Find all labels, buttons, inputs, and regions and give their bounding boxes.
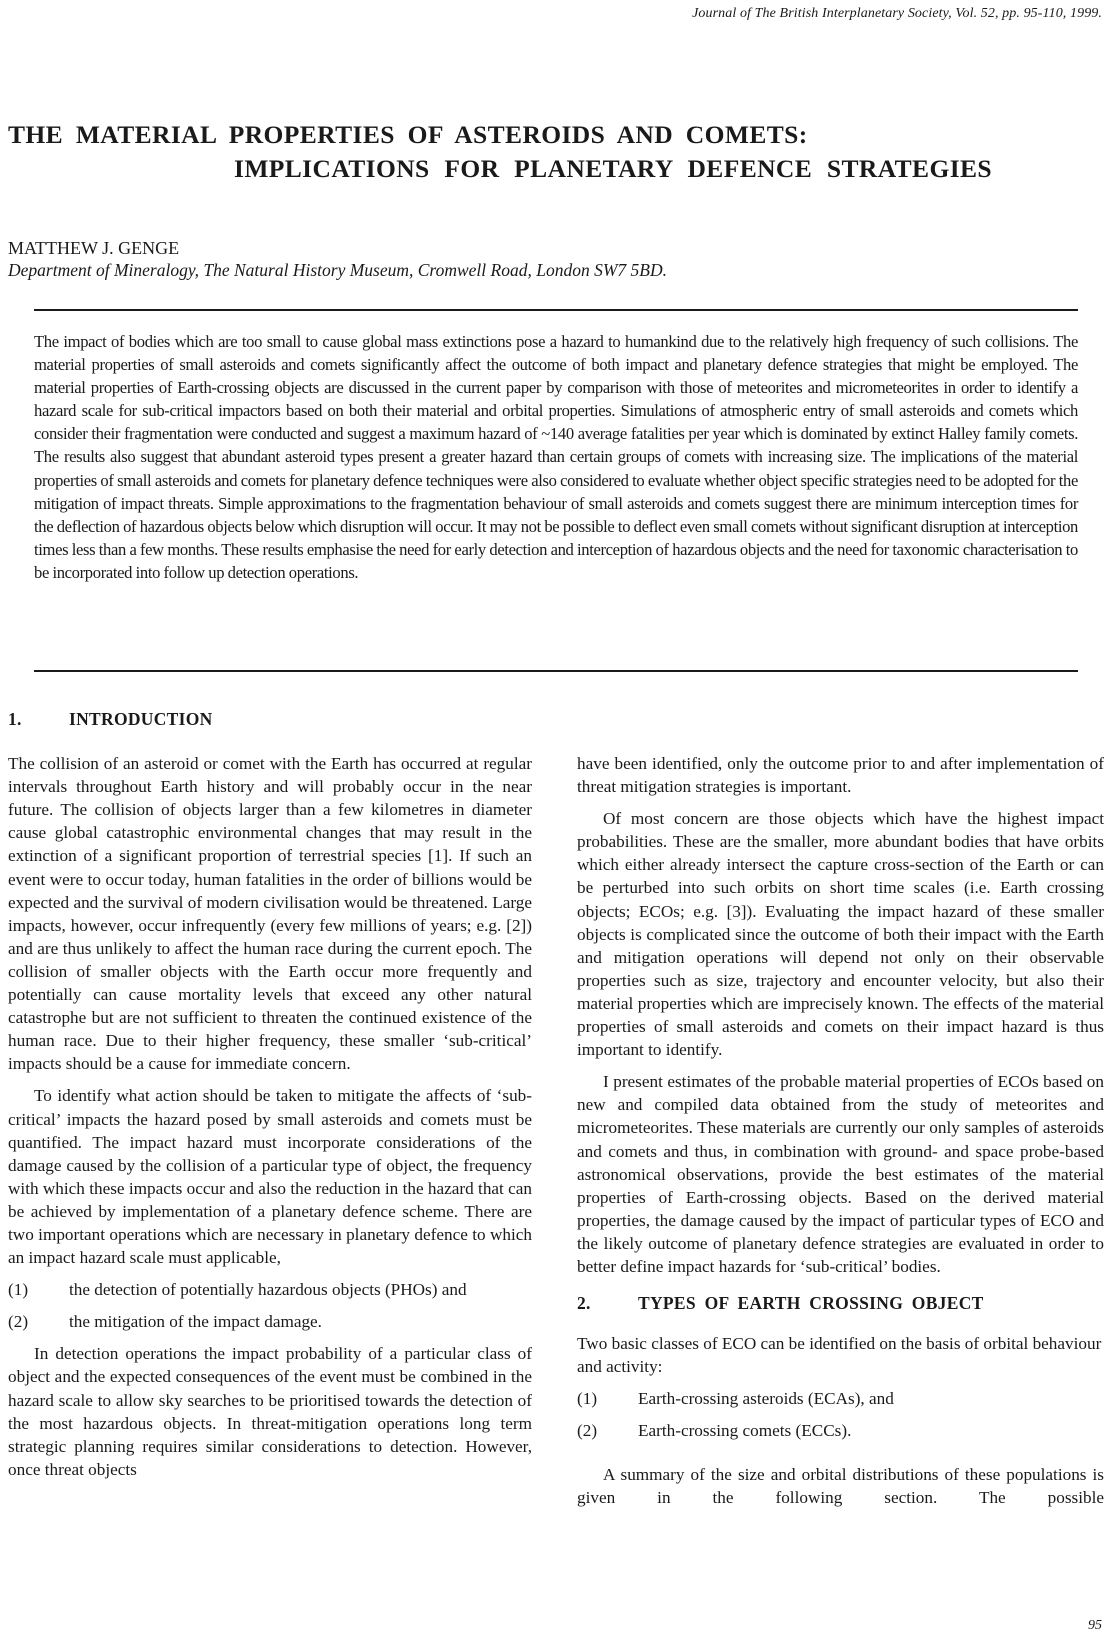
list-number: (2) xyxy=(577,1421,598,1441)
list-item xyxy=(8,1310,532,1333)
page-number: 95 xyxy=(1088,1618,1102,1633)
list-text: the detection of potentially hazardous objects (PHOs) and xyxy=(69,1280,467,1300)
paragraph: To identify what action should be taken to mitigate the affects of ‘sub-critical’ impacts the hazard posed by small asteroids and comets must be quantified. The impact hazard must incorporate considerations of the damage caused by the collision of a particular type of object, the frequency with which these impacts occur and also the reduction in the hazard that can be achieved by implementation of a planetary defence scheme. There are two important operations which are necessary in planetary defence to which an impact hazard scale must applicable, xyxy=(8,1086,532,1268)
section-heading-types xyxy=(577,1292,1104,1315)
title-line-2: IMPLICATIONS FOR PLANETARY DEFENCE STRATEGIES xyxy=(234,154,993,183)
paragraph: A summary of the size and orbital distributions of these populations is given in the following section. The possible xyxy=(577,1464,1104,1507)
paragraph: I present estimates of the probable material properties of ECOs based on new and compiled data obtained from the study of meteorites and micrometeorites. These materials are currently our only samples of asteroids and comets and thus, in combination with ground- and space probe-based astronomical observations, provide the best estimates of the material properties of Earth-crossing objects. Based on the derived material properties, the damage caused by the impact of particular types of ECO and the likely outcome of planetary defence strategies are evaluated in order to better define impact hazards for ‘sub-critical’ bodies. xyxy=(577,1072,1104,1276)
section-number: 2. xyxy=(577,1293,591,1314)
right-column xyxy=(577,752,1104,1518)
list-item xyxy=(577,1419,1104,1442)
paragraph: The collision of an asteroid or comet with the Earth has occurred at regular intervals throughout Earth history and will probably occur in the near future. The collision of objects larger than a few kilometres in diameter cause global catastrophic environmental changes that may result in the extinction of a significant proportion of terrestrial species [1]. If such an event were to occur today, human fatalities in the order of billions would be expected and the survival of modern civilisation would be threatened. Large impacts, however, occur infrequently (every few millions of years; e.g. [2]) and are thus unlikely to affect the human race during the current epoch. The collision of smaller objects with the Earth occur more frequently and potentially can cause mortality levels that exceed any other natural catastrophe but are not sufficient to threaten the continued existence of the human race. Due to their higher frequency, these smaller ‘sub-critical’ impacts should be a cause for immediate concern. xyxy=(8,754,532,1074)
list-text: Earth-crossing comets (ECCs). xyxy=(638,1421,852,1441)
abstract: The impact of bodies which are too small to cause global mass extinctions pose a hazard to humankind due to the relatively high frequency of such collisions. The material properties of small asteroids and comets significantly affect the outcome of both impact and planetary defence strategies that might be employed. The material properties of Earth-crossing objects are discussed in the current paper by comparison with those of meteorites and micrometeorites in order to identify a hazard scale for sub-critical impactors based on both their material and orbital properties. Simulations of atmospheric entry of small asteroids and comets which consider their fragmentation were conducted and suggest a maximum hazard of ~140 average fatalities per year which is dominated by extinct Halley family comets. The results also suggest that abundant asteroid types present a greater hazard than certain groups of comets with increasing size. The implications of the material properties of small asteroids and comets for planetary defence techniques were also considered to evaluate whether object specific strategies need to be adopted for the mitigation of impact threats. Simple approximations to the fragmentation behaviour of small asteroids and comets suggest there are minimum interception times for the deflection of hazardous objects below which disruption will occur. It may not be possible to deflect even small comets without significant disruption at interception times less than a few months. These results emphasise the need for early detection and interception of hazardous objects and the need for taxonomic characterisation to be incorporated into follow up detection operations. xyxy=(34,332,1078,582)
paragraph: In detection operations the impact probability of a particular class of object and the expected consequences of the event must be combined in the hazard scale to allow sky searches to be prioritised towards the detection of the most hazardous objects. In threat-mitigation operations long term strategic planning requires similar considerations to detection. However, once threat objects xyxy=(8,1344,532,1479)
title-line-1: THE MATERIAL PROPERTIES OF ASTEROIDS AND COMETS: xyxy=(8,120,808,149)
list-text: the mitigation of the impact damage. xyxy=(69,1312,322,1332)
paragraph: have been identified, only the outcome prior to and after implementation of threat mitigation strategies is important. xyxy=(577,754,1104,797)
section-title: INTRODUCTION xyxy=(69,709,213,729)
list-text: Earth-crossing asteroids (ECAs), and xyxy=(638,1389,894,1409)
section-number: 1. xyxy=(8,709,22,729)
abstract-bottom-rule xyxy=(34,670,1078,672)
abstract-top-rule xyxy=(34,309,1078,311)
paper-title xyxy=(8,118,1104,186)
author-name: MATTHEW J. GENGE xyxy=(8,238,180,258)
paragraph: Two basic classes of ECO can be identified on the basis of orbital behaviour and activity: xyxy=(577,1334,1102,1377)
list-number: (1) xyxy=(8,1280,29,1300)
list-item xyxy=(8,1278,532,1301)
paragraph: Of most concern are those objects which have the highest impact probabilities. These are the smaller, more abundant bodies that have orbits which either already intersect the capture cross-section of the Earth or can be perturbed into such orbits on short time scales (i.e. Earth crossing objects; ECOs; e.g. [3]). Evaluating the impact hazard of these smaller objects is complicated since the outcome of both their impact with the Earth and mitigation operations will depend not only on their observable properties such as size, trajectory and encounter velocity, but also their material properties which are imprecisely known. The effects of the material properties of small asteroids and comets on their impact hazard is thus important to identify. xyxy=(577,809,1104,1060)
list-number: (2) xyxy=(8,1312,29,1332)
list-item xyxy=(577,1387,1104,1410)
section-title: TYPES OF EARTH CROSSING OBJECT xyxy=(638,1293,984,1314)
journal-citation: Journal of The British Interplanetary Society, Vol. 52, pp. 95-110, 1999. xyxy=(692,6,1102,21)
list-number: (1) xyxy=(577,1389,598,1409)
section-heading-introduction xyxy=(8,708,532,731)
left-column xyxy=(8,708,532,1490)
author-affiliation: Department of Mineralogy, The Natural History Museum, Cromwell Road, London SW7 5BD. xyxy=(8,260,667,280)
